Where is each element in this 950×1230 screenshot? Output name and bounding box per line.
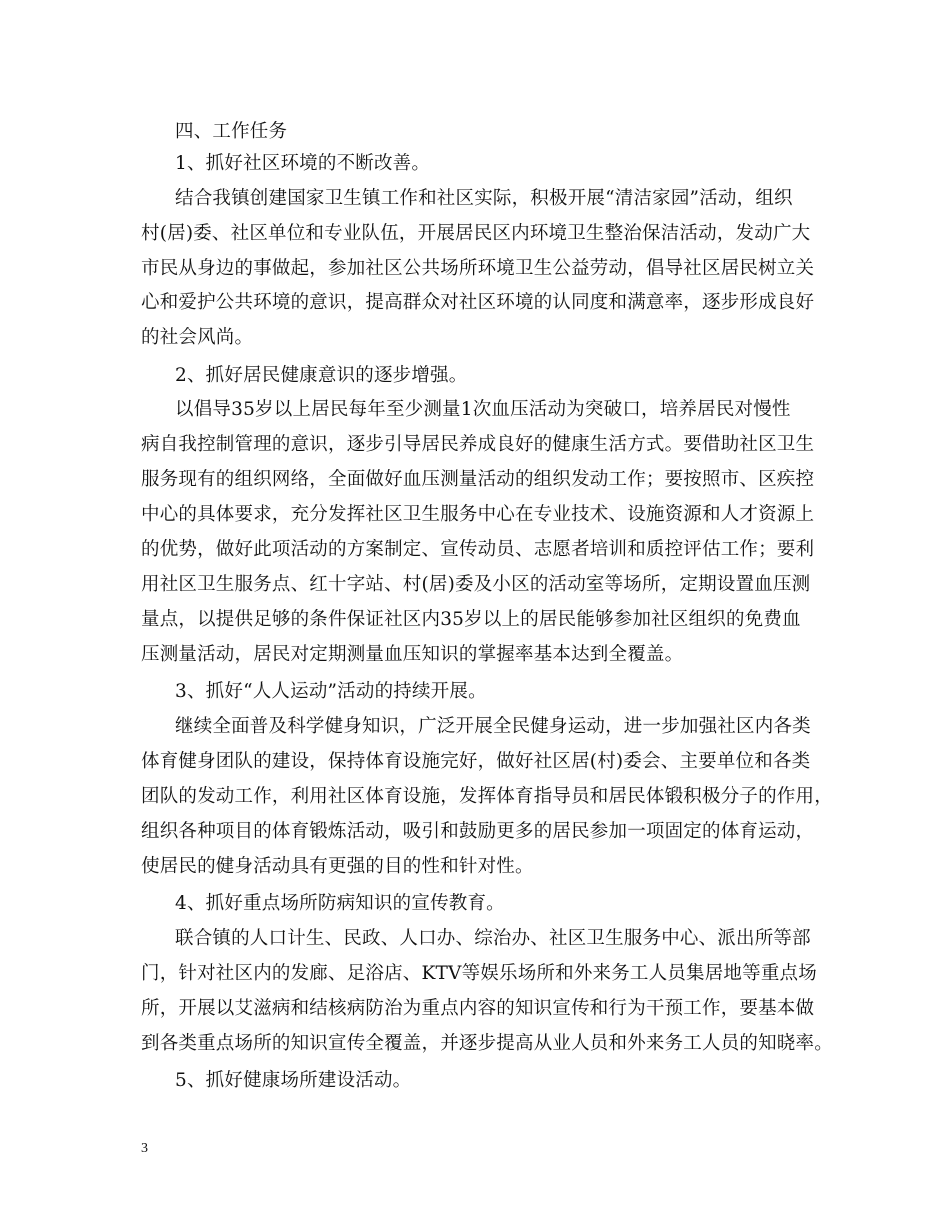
subsection-heading: 4、抓好重点场所防病知识的宣传教育。 bbox=[175, 893, 505, 914]
paragraph-line: 团队的发动工作，利用社区体育设施，发挥体育指导员和居民体锻积极分子的作用， bbox=[141, 786, 833, 807]
paragraph-line: 压测量活动，居民对定期测量血压知识的掌握率基本达到全覆盖。 bbox=[141, 644, 684, 665]
paragraph-line: 所，开展以艾滋病和结核病防治为重点内容的知识宣传和行为干预工作，要基本做 bbox=[141, 998, 815, 1019]
paragraph-line: 病自我控制管理的意识，逐步引导居民养成良好的健康生活方式。要借助社区卫生 bbox=[141, 434, 815, 455]
paragraph-line: 结合我镇创建国家卫生镇工作和社区实际，积极开展“清洁家园”活动，组织 bbox=[175, 188, 793, 209]
subsection-heading: 5、抓好健康场所建设活动。 bbox=[175, 1070, 412, 1091]
paragraph-line: 的社会风尚。 bbox=[141, 327, 254, 348]
paragraph-line: 组织各种项目的体育锻炼活动，吸引和鼓励更多的居民参加一项固定的体育运动， bbox=[141, 821, 815, 842]
paragraph-line: 使居民的健身活动具有更强的目的性和针对性。 bbox=[141, 856, 534, 877]
subsection-heading: 3、抓好“人人运动”活动的持续开展。 bbox=[175, 681, 487, 702]
paragraph-line: 联合镇的人口计生、民政、人口办、综治办、社区卫生服务中心、派出所等部 bbox=[175, 928, 811, 949]
paragraph-line: 门，针对社区内的发廊、足浴店、KTV等娱乐场所和外来务工人员集居地等重点场 bbox=[141, 963, 817, 984]
paragraph-line: 服务现有的组织网络，全面做好血压测量活动的组织发动工作；要按照市、区疾控 bbox=[141, 469, 815, 490]
page-number: 3 bbox=[141, 1141, 148, 1156]
paragraph-line: 的优势，做好此项活动的方案制定、宣传动员、志愿者培训和质控评估工作；要利 bbox=[141, 539, 815, 560]
paragraph-line: 村(居)委、社区单位和专业队伍，开展居民区内环境卫生整治保洁活动，发动广大 bbox=[141, 223, 811, 244]
paragraph-line: 到各类重点场所的知识宣传全覆盖，并逐步提高从业人员和外来务工人员的知晓率。 bbox=[141, 1033, 833, 1054]
section-heading: 四、工作任务 bbox=[175, 121, 288, 142]
paragraph-line: 体育健身团队的建设，保持体育设施完好，做好社区居(村)委会、主要单位和各类 bbox=[141, 751, 811, 772]
paragraph-line: 以倡导35岁以上居民每年至少测量1次血压活动为突破口，培养居民对慢性 bbox=[175, 399, 791, 420]
paragraph-line: 继续全面普及科学健身知识，广泛开展全民健身运动，进一步加强社区内各类 bbox=[175, 716, 811, 737]
subsection-heading: 1、抓好社区环境的不断改善。 bbox=[175, 153, 431, 174]
paragraph-line: 心和爱护公共环境的意识，提高群众对社区环境的认同度和满意率，逐步形成良好 bbox=[141, 292, 815, 313]
subsection-heading: 2、抓好居民健康意识的逐步增强。 bbox=[175, 365, 468, 386]
paragraph-line: 市民从身边的事做起，参加社区公共场所环境卫生公益劳动，倡导社区居民树立关 bbox=[141, 258, 815, 279]
paragraph-line: 用社区卫生服务点、红十字站、村(居)委及小区的活动室等场所，定期设置血压测 bbox=[141, 574, 811, 595]
paragraph-line: 中心的具体要求，充分发挥社区卫生服务中心在专业技术、设施资源和人才资源上 bbox=[141, 504, 815, 525]
paragraph-line: 量点，以提供足够的条件保证社区内35岁以上的居民能够参加社区组织的免费血 bbox=[141, 609, 801, 630]
